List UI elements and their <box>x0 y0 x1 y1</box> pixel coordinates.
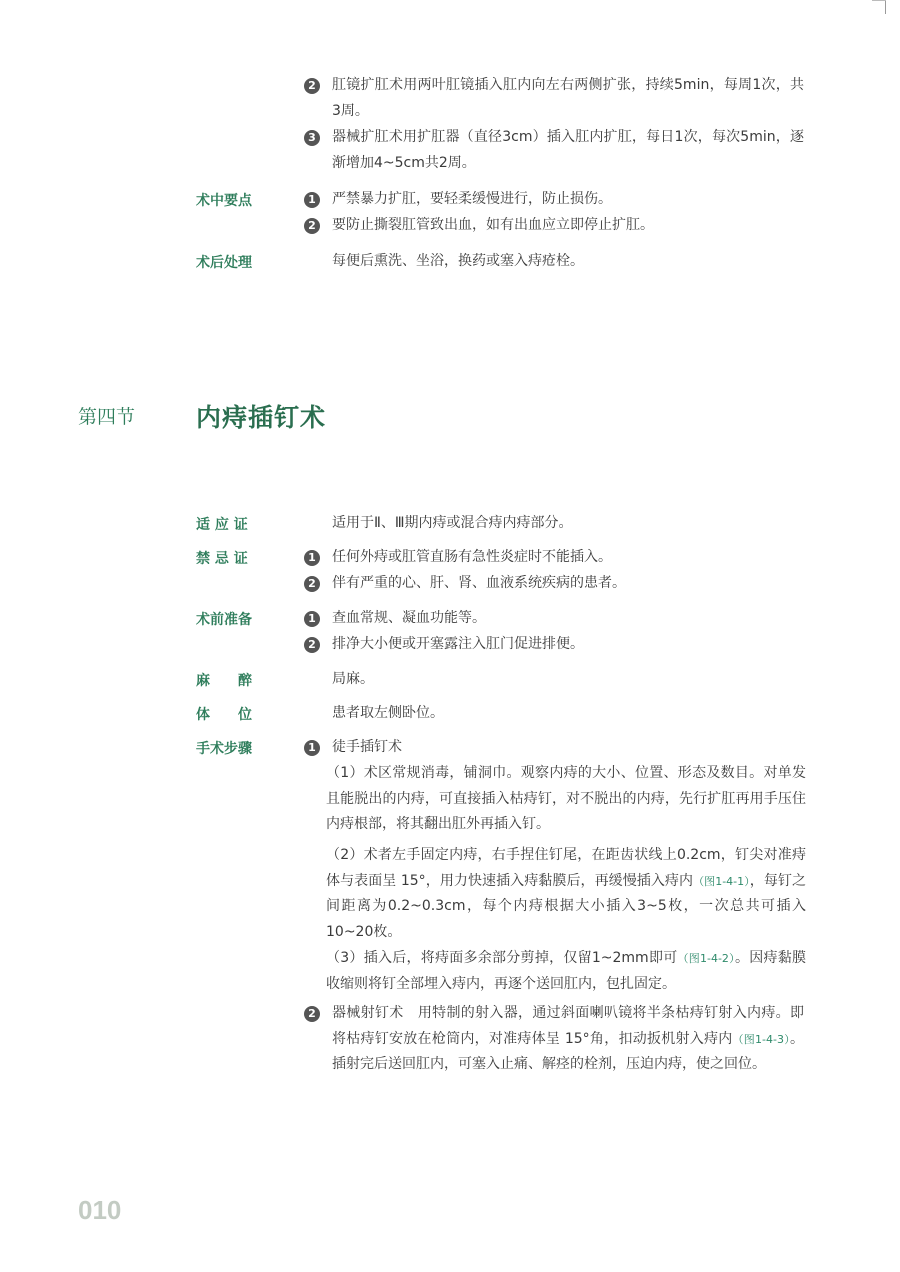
label-steps: 手术步骤 <box>196 741 252 757</box>
dilation-method-3: 器械扩肛术用扩肛器（直径3cm）插入肛内扩肛，每日1次，每次5min，逐渐增加4~5cm共2周。 <box>332 129 804 171</box>
intraop-item-2: 要防止撕裂肛管致出血，如有出血应立即停止扩肛。 <box>332 217 654 233</box>
bullet-1-icon: 1 <box>304 550 320 566</box>
dilation-method-2: 肛镜扩肛术用两叶肛镜插入肛内向左右两侧扩张，持续5min，每周1次，共3周。 <box>332 77 804 119</box>
bullet-1-icon: 1 <box>304 192 320 208</box>
bullet-1-icon: 1 <box>304 740 320 756</box>
intraop-item-1: 严禁暴力扩肛，要轻柔缓慢进行，防止损伤。 <box>332 191 612 207</box>
label-contraindications: 禁 忌 证 <box>196 551 248 567</box>
method-1-step-3: （3）插入后，将痔面多余部分剪掉，仅留1~2mm即可（图1-4-2）。因痔黏膜收缩则将钉全部埋入痔内，再逐个送回肛内，包扎固定。 <box>326 950 806 992</box>
label-preop: 术前准备 <box>196 612 252 628</box>
section-number: 第四节 <box>78 406 136 428</box>
page-number: 010 <box>78 1195 122 1225</box>
label-postop: 术后处理 <box>196 255 252 271</box>
label-intraop: 术中要点 <box>196 193 252 209</box>
bullet-1-icon: 1 <box>304 611 320 627</box>
contraindication-item-1: 任何外痔或肛管直肠有急性炎症时不能插入。 <box>332 549 612 565</box>
label-position: 体 位 <box>196 707 252 723</box>
indications-text: 适用于Ⅱ、Ⅲ期内痔或混合痔内痔部分。 <box>332 515 573 531</box>
preop-item-2: 排净大小便或开塞露注入肛门促进排便。 <box>332 636 584 652</box>
figure-ref: （图1-4-1） <box>693 874 750 888</box>
figure-ref: （图1-4-2） <box>677 952 735 965</box>
bullet-2-icon: 2 <box>304 218 320 234</box>
postop-text: 每便后熏洗、坐浴，换药或塞入痔疮栓。 <box>332 253 584 269</box>
label-anesthesia: 麻 醉 <box>196 673 252 689</box>
method-1-step-2: （2）术者左手固定内痔，右手捏住钉尾，在距齿状线上0.2cm，钉尖对准痔体与表面呈 15°，用力快速插入痔黏膜后，再缓慢插入痔内（图1-4-1），每钉之间距离为0.2~0.3cm，每个内痔根据大小插入3~5枚，一次总共可插入10~20枚。 <box>326 847 807 940</box>
anesthesia-text: 局麻。 <box>332 671 374 687</box>
preop-item-1: 查血常规、凝血功能等。 <box>332 610 486 626</box>
bullet-3-icon: 3 <box>304 130 320 146</box>
figure-ref: （图1-4-3） <box>732 1032 791 1046</box>
crop-mark <box>885 0 900 14</box>
method-2-text: 器械射钉术 用特制的射入器，通过斜面喇叭镜将半条枯痔钉射入内痔。即将枯痔钉安放在枪筒内，对准痔体呈 15°角，扣动扳机射入痔内（图1-4-3）。插射完后送回肛内，可塞入止痛、解痉的栓剂，压迫内痔，使之回位。 <box>332 1005 805 1072</box>
bullet-2-icon: 2 <box>304 637 320 653</box>
bullet-2-icon: 2 <box>304 78 320 94</box>
label-indications: 适 应 证 <box>196 517 248 533</box>
method-1-step-1: （1）术区常规消毒，铺洞巾。观察内痔的大小、位置、形态及数目。对单发且能脱出的内痔，可直接插入枯痔钉，对不脱出的内痔，先行扩肛再用手压住内痔根部，将其翻出肛外再插入钉。 <box>326 765 806 832</box>
position-text: 患者取左侧卧位。 <box>332 705 444 721</box>
section-title: 内痔插钉术 <box>196 403 327 432</box>
bullet-2-icon: 2 <box>304 576 320 592</box>
bullet-2-icon: 2 <box>304 1006 320 1022</box>
method-1-title: 徒手插钉术 <box>332 739 402 755</box>
contraindication-item-2: 伴有严重的心、肝、肾、血液系统疾病的患者。 <box>332 575 626 591</box>
